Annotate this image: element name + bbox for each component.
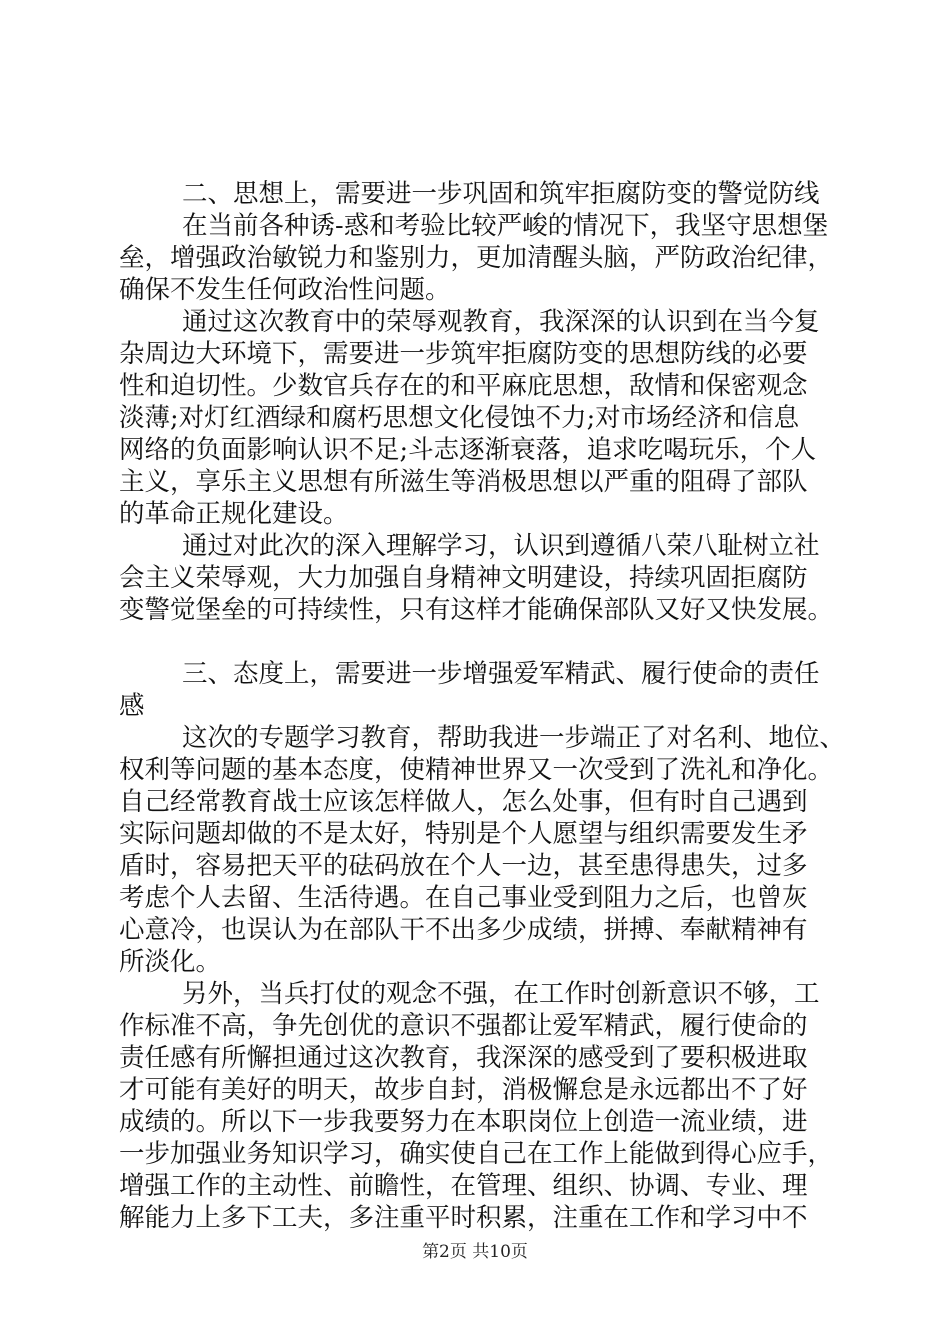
paragraph-line: 会主义荣辱观，大力加强自身精神文明建设，持续巩固拒腐防 bbox=[119, 563, 808, 593]
paragraph-line: 才可能有美好的明天，故步自封，消极懈怠是永远都出不了好 bbox=[119, 1075, 808, 1105]
paragraph-line: 盾时，容易把天平的砝码放在个人一边，甚至患得患失，过多 bbox=[119, 851, 808, 881]
paragraph-line: 的革命正规化建设。 bbox=[119, 499, 349, 529]
paragraph-line: 确保不发生任何政治性问题。 bbox=[119, 275, 451, 305]
paragraph-line: 心意冷，也误认为在部队干不出多少成绩，拼搏、奉献精神有 bbox=[119, 915, 808, 945]
paragraph-line: 淡薄;对灯红酒绿和腐朽思想文化侵蚀不力;对市场经济和信息 bbox=[119, 403, 800, 433]
paragraph-line: 性和迫切性。少数官兵存在的和平麻庇思想，敌情和保密观念 bbox=[119, 371, 808, 401]
paragraph-line: 解能力上多下工夫，多注重平时积累，注重在工作和学习中不 bbox=[119, 1203, 808, 1233]
paragraph-line: 实际问题却做的不是太好，特别是个人愿望与组织需要发生矛 bbox=[119, 819, 808, 849]
paragraph-line: 网络的负面影响认识不足;斗志逐渐衰落，追求吃喝玩乐，个人 bbox=[119, 435, 817, 465]
paragraph-line: 增强工作的主动性、前瞻性，在管理、组织、协调、专业、理 bbox=[119, 1171, 808, 1201]
paragraph-line: 所淡化。 bbox=[119, 947, 222, 977]
paragraph-line: 自己经常教育战士应该怎样做人，怎么处事，但有时自己遇到 bbox=[119, 787, 808, 817]
paragraph-line: 通过对此次的深入理解学习，认识到遵循八荣八耻树立社 bbox=[182, 531, 820, 561]
paragraph-line: 变警觉堡垒的可持续性，只有这样才能确保部队又好又快发展。 bbox=[119, 595, 834, 625]
paragraph-line: 作标准不高，争先创优的意识不强都让爱军精武，履行使命的 bbox=[119, 1011, 808, 1041]
paragraph-line: 一步加强业务知识学习，确实使自己在工作上能做到得心应手， bbox=[119, 1139, 834, 1169]
paragraph-line: 通过这次教育中的荣辱观教育，我深深的认识到在当今复 bbox=[182, 307, 820, 337]
heading-section-two: 二、思想上，需要进一步巩固和筑牢拒腐防变的警觉防线 bbox=[182, 179, 820, 209]
paragraph-line: 杂周边大环境下，需要进一步筑牢拒腐防变的思想防线的必要 bbox=[119, 339, 808, 369]
paragraph-line: 这次的专题学习教育，帮助我进一步端正了对名利、地位、 bbox=[182, 723, 846, 753]
paragraph-line: 在当前各种诱-惑和考验比较严峻的情况下，我坚守思想堡 bbox=[182, 211, 829, 241]
paragraph-line: 考虑个人去留、生活待遇。在自己事业受到阻力之后，也曾灰 bbox=[119, 883, 808, 913]
paragraph-line: 另外，当兵打仗的观念不强，在工作时创新意识不够，工 bbox=[182, 979, 820, 1009]
paragraph-line: 主义，享乐主义思想有所滋生等消极思想以严重的阻碍了部队 bbox=[119, 467, 808, 497]
paragraph-line: 成绩的。所以下一步我要努力在本职岗位上创造一流业绩，进 bbox=[119, 1107, 808, 1137]
paragraph-line: 权利等问题的基本态度，使精神世界又一次受到了洗礼和净化。 bbox=[119, 755, 834, 785]
page-footer: 第2页 共10页 bbox=[422, 1242, 528, 1262]
paragraph-line: 责任感有所懈担通过这次教育，我深深的感受到了要积极进取 bbox=[119, 1043, 808, 1073]
heading-section-three: 三、态度上，需要进一步增强爱军精武、履行使命的责任 bbox=[182, 659, 820, 689]
heading-section-three-cont: 感 bbox=[119, 691, 145, 721]
paragraph-line: 垒，增强政治敏锐力和鉴别力，更加清醒头脑，严防政治纪律， bbox=[119, 243, 834, 273]
